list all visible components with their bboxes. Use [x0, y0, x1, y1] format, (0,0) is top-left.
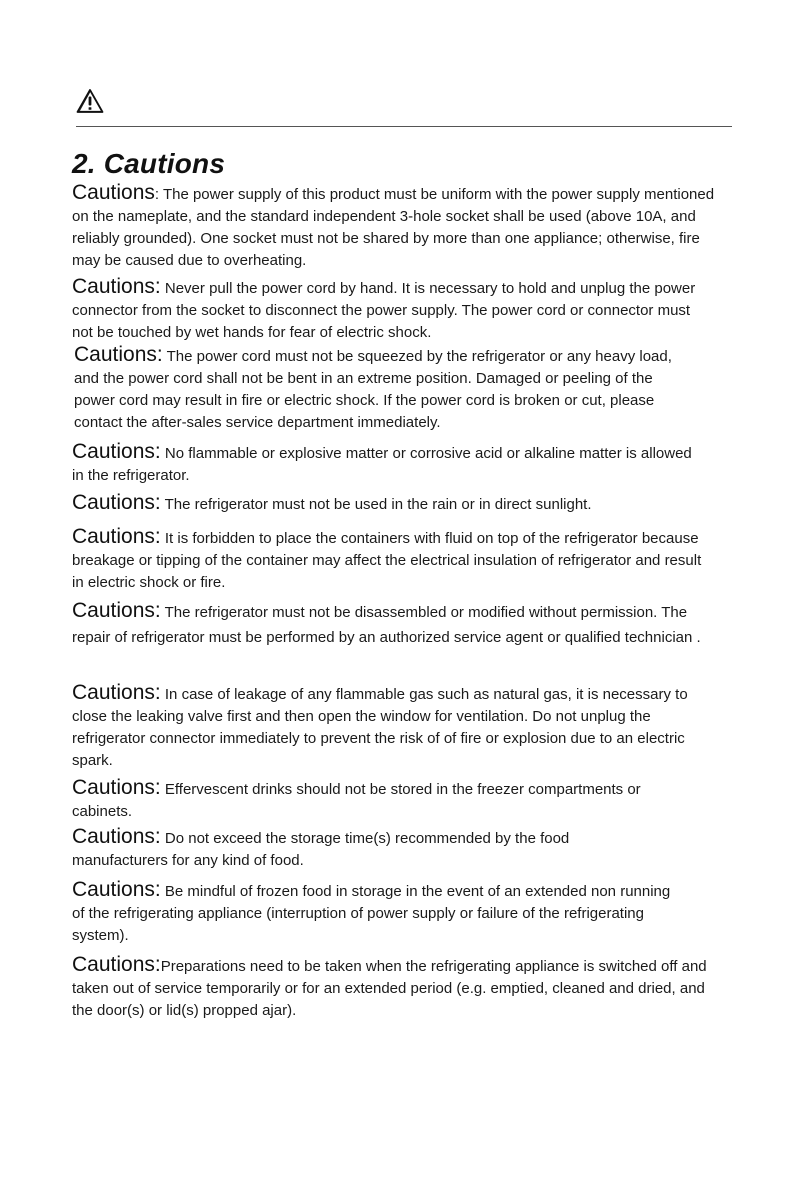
caution-text: No flammable or explosive matter or corrosive acid or alkaline matter is allowed in the refrigerator.	[72, 445, 692, 484]
caution-label: Cautions:	[74, 343, 163, 366]
caution-paragraph	[72, 777, 702, 823]
caution-paragraph	[72, 526, 702, 594]
caution-paragraph	[72, 276, 706, 344]
caution-paragraph	[74, 344, 696, 434]
caution-label: Cautions	[72, 181, 155, 204]
caution-text: It is forbidden to place the containers with fluid on top of the refrigerator because breakage or tipping of the container may affect the electrical insulation of refrigerator and result in electric shock or fire.	[72, 530, 702, 591]
caution-label: Cautions:	[72, 681, 161, 704]
warning-triangle-icon	[76, 88, 104, 114]
caution-paragraph	[72, 954, 712, 1022]
caution-text: In case of leakage of any flammable gas such as natural gas, it is necessary to close the leaking valve first and then open the window for ventilation. Do not unplug the refrigerator connector immediately to prevent the risk of of fire or explosion due to an electric spark.	[72, 686, 688, 769]
caution-paragraph	[72, 826, 632, 872]
caution-text: Be mindful of frozen food in storage in the event of an extended non running of the refrigerating appliance (interruption of power supply or failure of the refrigerating system).	[72, 883, 671, 944]
caution-paragraph	[72, 182, 722, 272]
caution-label: Cautions:	[72, 525, 161, 548]
caution-paragraph	[72, 441, 692, 487]
caution-paragraph	[72, 682, 696, 772]
caution-label: Cautions:	[72, 440, 161, 463]
caution-label: Cautions:	[72, 878, 161, 901]
caution-text: The refrigerator must not be used in the rain or in direct sunlight.	[160, 496, 592, 513]
caution-text: The refrigerator must not be disassembled or modified without permission. The repair of refrigerator must be performed by an authorized service agent or qualified technician .	[72, 604, 701, 646]
caution-label: Cautions:	[72, 776, 161, 799]
caution-paragraph	[72, 492, 722, 516]
caution-text: Never pull the power cord by hand. It is necessary to hold and unplug the power connector from the socket to disconnect the power supply. The power cord or connector must not be touched by wet hands for fear of electric shock.	[72, 280, 696, 341]
page-header	[76, 86, 732, 127]
caution-label: Cautions:	[72, 275, 161, 298]
caution-label: Cautions:	[72, 599, 161, 622]
caution-paragraph	[72, 879, 672, 947]
caution-label: Cautions:	[72, 491, 161, 514]
caution-text: Preparations need to be taken when the refrigerating appliance is switched off and taken out of service temporarily or for an extended period (e.g. emptied, cleaned and dried, and the door(s) or lid(s) propped ajar).	[72, 958, 707, 1019]
caution-text: Effervescent drinks should not be stored in the freezer compartments or cabinets.	[72, 781, 641, 820]
caution-paragraph	[72, 600, 708, 650]
caution-text: Do not exceed the storage time(s) recommended by the food manufacturers for any kind of food.	[72, 830, 570, 869]
caution-text: : The power supply of this product must be uniform with the power supply mentioned on the nameplate, and the standard independent 3-hole socket shall be used (above 10A, and reliably grounded). One socket must not be shared by more than one appliance; otherwise, fire may be caused due to overheating.	[72, 186, 715, 269]
caution-text: The power cord must not be squeezed by the refrigerator or any heavy load, and the power cord shall not be bent in an extreme position. Damaged or peeling of the power cord may result in fire or electric shock. If the power cord is broken or cut, please contact the after-sales service department immediately.	[74, 348, 672, 431]
section-title: 2. Cautions	[72, 148, 226, 179]
caution-label: Cautions:	[72, 953, 161, 976]
caution-label: Cautions:	[72, 825, 161, 848]
